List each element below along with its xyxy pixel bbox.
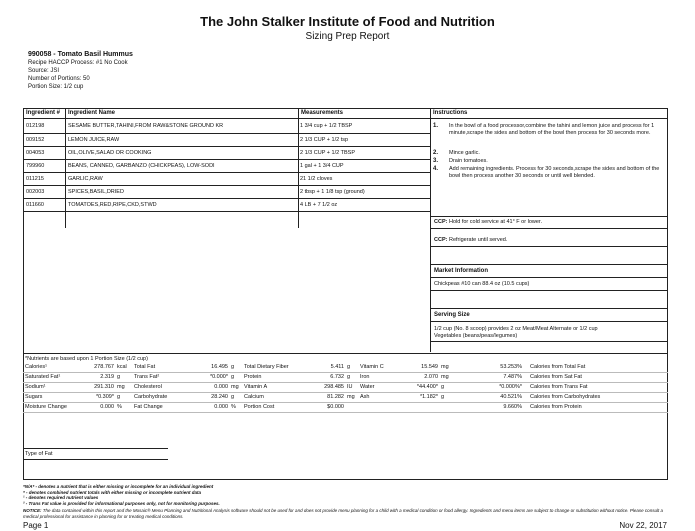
nutrient-c2l: Trans Fat² [134,374,160,380]
nutrient-c4v: 15.549 [421,364,438,370]
instruction-number: 2. [433,150,439,156]
nutrient-c1l: Saturated Fat¹ [25,374,61,380]
nutrient-c5v: 53.253% [500,364,522,370]
nutrient-row-line [23,402,668,403]
instruction-step [433,166,666,190]
nutrient-c1u: g [117,374,121,380]
notice-label: NOTICE: [23,508,42,513]
nutrient-c5l: Calories from Total Fat [530,364,586,370]
col-header-name: Ingredient Name [68,110,116,116]
ingredient-name: LEMON JUICE,RAW [68,137,120,143]
nutrient-c1l: Sugars [25,394,43,400]
nutrient-c5v: *0.000%* [499,384,522,390]
market-divider [430,290,668,291]
nutrient-c4l: Iron [360,374,370,380]
market-heading: Market Information [434,268,489,274]
nutrient-c2v: 16.495 [211,364,228,370]
market-divider [430,277,668,278]
row-line [23,198,430,199]
nutrient-c1l: Sodium¹ [25,384,46,390]
instruction-text: In the bowl of a food processor,combine the tahini and lemon juice and process for 1 minute,scrape the sides and bottom of the bowl then process for 30 seconds more. [449,123,655,136]
col-header-measurements: Measurements [301,110,344,116]
ccp-hold [434,219,542,225]
nutrient-c1l: Calories¹ [25,364,48,370]
nutrient-c1v: 0.000 [100,404,114,410]
nutrient-c3v: 81.282 [327,394,344,400]
nutrient-c1v: 278.767 [94,364,114,370]
nutrient-c4v: *44.400* [416,384,438,390]
serving-divider [430,341,668,342]
row-line [23,172,430,173]
instruction-number: 1. [433,123,439,129]
nutrient-c2u: g [231,374,235,380]
nutrient-c2l: Total Fat [134,364,156,370]
type-fat-divider [23,459,168,460]
notice-text: The data contained within this report and the Mosaic® Menu Planning and Nutritional Analysis software should not be used for and does not provide menu planning for a child with a medical condition or food allergy. Ingredients and menu items are subject to change or substitution without notice. Please consult a medical professional for assistance in planning for or treating medical conditions. [23,508,663,519]
ccp-label: CCP: [434,219,448,225]
page-number: Page 1 [23,521,49,530]
footnote-trans-fat: ² - Trans Fat value is provided for informational purposes only, not for monitoring purposes. [23,501,220,506]
col-divider-2 [298,108,299,228]
nutrient-c2v: *0.000* [209,374,228,380]
row-line [23,185,430,186]
nutrient-c1l: Moisture Change [25,404,67,410]
ccp-text: Refrigerate until served. [448,237,508,243]
nutrient-row-line [23,372,668,373]
recipe-name: 990058 - Tomato Basil Hummus [28,51,133,58]
nutrient-c3l: Vitamin A [244,384,268,390]
nutrient-c4v: *1.182* [419,394,438,400]
type-fat-divider [23,448,168,449]
nutrient-c4u: g [441,384,445,390]
ingredient-id: 799960 [26,163,45,169]
nutrient-c2l: Carbohydrate [134,394,168,400]
ccp-text: Hold for cold service at 41° F or lower. [448,219,542,225]
nutrient-c3v: 298.485 [324,384,344,390]
ingredient-name: SESAME BUTTER,TAHINI,FROM RAW&STONE GROUND KR [68,123,224,129]
nutrient-c2l: Fat Change [134,404,163,410]
instruction-text: Add remaining ingredients. Process for 30 seconds,scrape the sides and bottom of the bowl then process another 30 seconds or until well blended. [449,166,660,179]
footnotes [23,484,213,501]
nutrient-row-line [23,382,668,383]
nutrient-c4u: g [441,394,445,400]
col-divider-3 [430,108,431,352]
serving-line1: 1/2 cup (No. 8 scoop) provides 2 oz Meat/Meat Alternate or 1/2 cup [434,326,598,332]
nutrient-c3u: mg [347,394,355,400]
footnote: ¹ - denotes required nutrient values [23,495,99,501]
ingredient-name: BEANS, CANNED, GARBANZO (CHICKPEAS), LOW-SODI [68,163,215,169]
nutrient-c5l: Calories from Trans Fat [530,384,588,390]
notice [23,508,673,519]
nutrient-c2v: 28.240 [211,394,228,400]
row-line [23,146,430,147]
header-divider [23,118,668,119]
nutrient-c2v: 0.000 [214,384,228,390]
nutrient-c5v: 40.521% [500,394,522,400]
instruction-step [433,123,666,147]
ingredient-measure: 2 1/3 CUP + 1/2 TBSP [300,150,355,156]
nutrient-c2l: Cholesterol [134,384,162,390]
col-divider-1 [65,108,66,228]
instruction-text: Drain tomatoes. [449,158,488,164]
nutrient-c3u: g [347,374,351,380]
ingredient-name: OIL,OLIVE,SALAD OR COOKING [68,150,152,156]
recipe-portions: Number of Portions: 50 [28,76,90,82]
market-text: Chickpeas #10 can 88.4 oz (10.5 cups) [434,281,530,287]
serving-divider [430,321,668,322]
recipe-info [28,50,133,91]
recipe-haccp: Recipe HACCP Process: #1 No Cook [28,60,128,66]
instruction-number: 4. [433,166,439,172]
nutrient-c5v: 7.487% [503,374,522,380]
recipe-source: Source: JSI [28,68,60,74]
nutrient-row-line [23,392,668,393]
nutrient-c1v: *0.309* [95,394,114,400]
nutrient-c1u: mg [117,384,125,390]
instruction-text: Mince garlic. [449,150,480,156]
nutrient-c1v: 2.319 [100,374,114,380]
nutrient-c2v: 0.000 [214,404,228,410]
report-date: Nov 22, 2017 [619,521,667,530]
ccp-label: CCP: [434,237,448,243]
nutrient-c1v: 291.310 [94,384,114,390]
ingredient-id: 011660 [26,202,44,208]
instruction-step [433,158,666,166]
nutrient-c2u: % [231,404,236,410]
ingredient-measure: 21 1/2 cloves [300,176,333,182]
serving-divider [430,308,668,309]
col-header-instructions: Instructions [433,110,468,116]
recipe-portion-size: Portion Size: 1/2 cup [28,84,84,90]
col-header-ingredient: Ingredient # [26,110,61,116]
report-subtitle: Sizing Prep Report [305,31,390,42]
nutrient-c3v: 5.411 [330,364,344,370]
ccp-divider [430,216,668,217]
instruction-step [433,150,666,158]
nutrient-c5l: Calories from Protein [530,404,582,410]
nutrient-c3v: $0.000 [327,404,344,410]
report-title: The John Stalker Institute of Food and Nutrition [200,14,495,29]
nutrient-c5v: 9.660% [503,404,522,410]
ccp-refrigerate [434,237,507,243]
ccp-divider [430,246,668,247]
ingredient-id: 009152 [26,137,45,143]
nutrient-c3l: Calcium [244,394,264,400]
nutrient-c3l: Portion Cost [244,404,275,410]
ingredient-measure: 4 LB + 7 1/2 oz [300,202,338,208]
nutrient-c2u: g [231,364,235,370]
nutrient-c5l: Calories from Carbohydrates [530,394,601,400]
nutrient-c4l: Vitamin C [360,364,384,370]
nutrients-divider [23,353,668,354]
nutrient-c4l: Water [360,384,375,390]
nutrient-c5l: Calories from Sat Fat [530,374,582,380]
ingredient-measure: 2 1/3 CUP + 1/2 tsp [300,137,349,143]
nutrient-row-line [23,412,668,413]
ingredient-id: 002003 [26,189,45,195]
ingredient-name: GARLIC,RAW [68,176,103,182]
nutrient-c4u: mg [441,374,449,380]
ccp-divider [430,228,668,229]
footnote: * - denotes combined nutrient totals with either missing or incomplete nutrient data [23,489,202,495]
ingredient-name: SPICES,BASIL,DRIED [68,189,124,195]
nutrient-c3u: IU [347,384,353,390]
row-line [23,133,430,134]
nutrient-c3l: Protein [244,374,262,380]
instruction-number: 3. [433,158,439,164]
ingredient-measure: 1 gal + 1 3/4 CUP [300,163,344,169]
nutrient-c3u: g [347,364,351,370]
market-divider [430,264,668,265]
nutrient-c1u: g [117,394,121,400]
nutrient-c2u: mg [231,384,239,390]
nutrient-c3v: 6.732 [330,374,344,380]
nutrients-basis: *Nutrients are based upon 1 Portion Size (1/2 cup) [25,356,148,362]
nutrient-c2u: g [231,394,235,400]
ingredient-id: 012198 [26,123,45,129]
row-line [23,159,430,160]
ingredient-id: 011215 [26,176,44,182]
ingredient-measure: 1 3/4 cup + 1/2 TBSP [300,123,353,129]
type-of-fat-label: Type of Fat [25,451,53,457]
ingredient-name: TOMATOES,RED,RIPE,CKD,STWD [68,202,157,208]
nutrient-c4l: Ash [360,394,370,400]
ingredient-measure: 2 tbsp + 1 1/8 tsp (ground) [300,189,365,195]
nutrient-c1u: kcal [117,364,127,370]
nutrient-c3l: Total Dietary Fiber [244,364,289,370]
nutrient-c1u: % [117,404,122,410]
footnote: *N/A* - denotes a nutrient that is either missing or incomplete for an individual ingredient [23,484,214,489]
row-line [23,211,430,212]
ingredient-id: 004053 [26,150,45,156]
serving-line2: Vegetables (beans/peas/legumes) [434,333,518,339]
nutrient-c4u: mg [441,364,449,370]
serving-heading: Serving Size [434,312,470,318]
nutrient-c4v: 2.070 [424,374,438,380]
